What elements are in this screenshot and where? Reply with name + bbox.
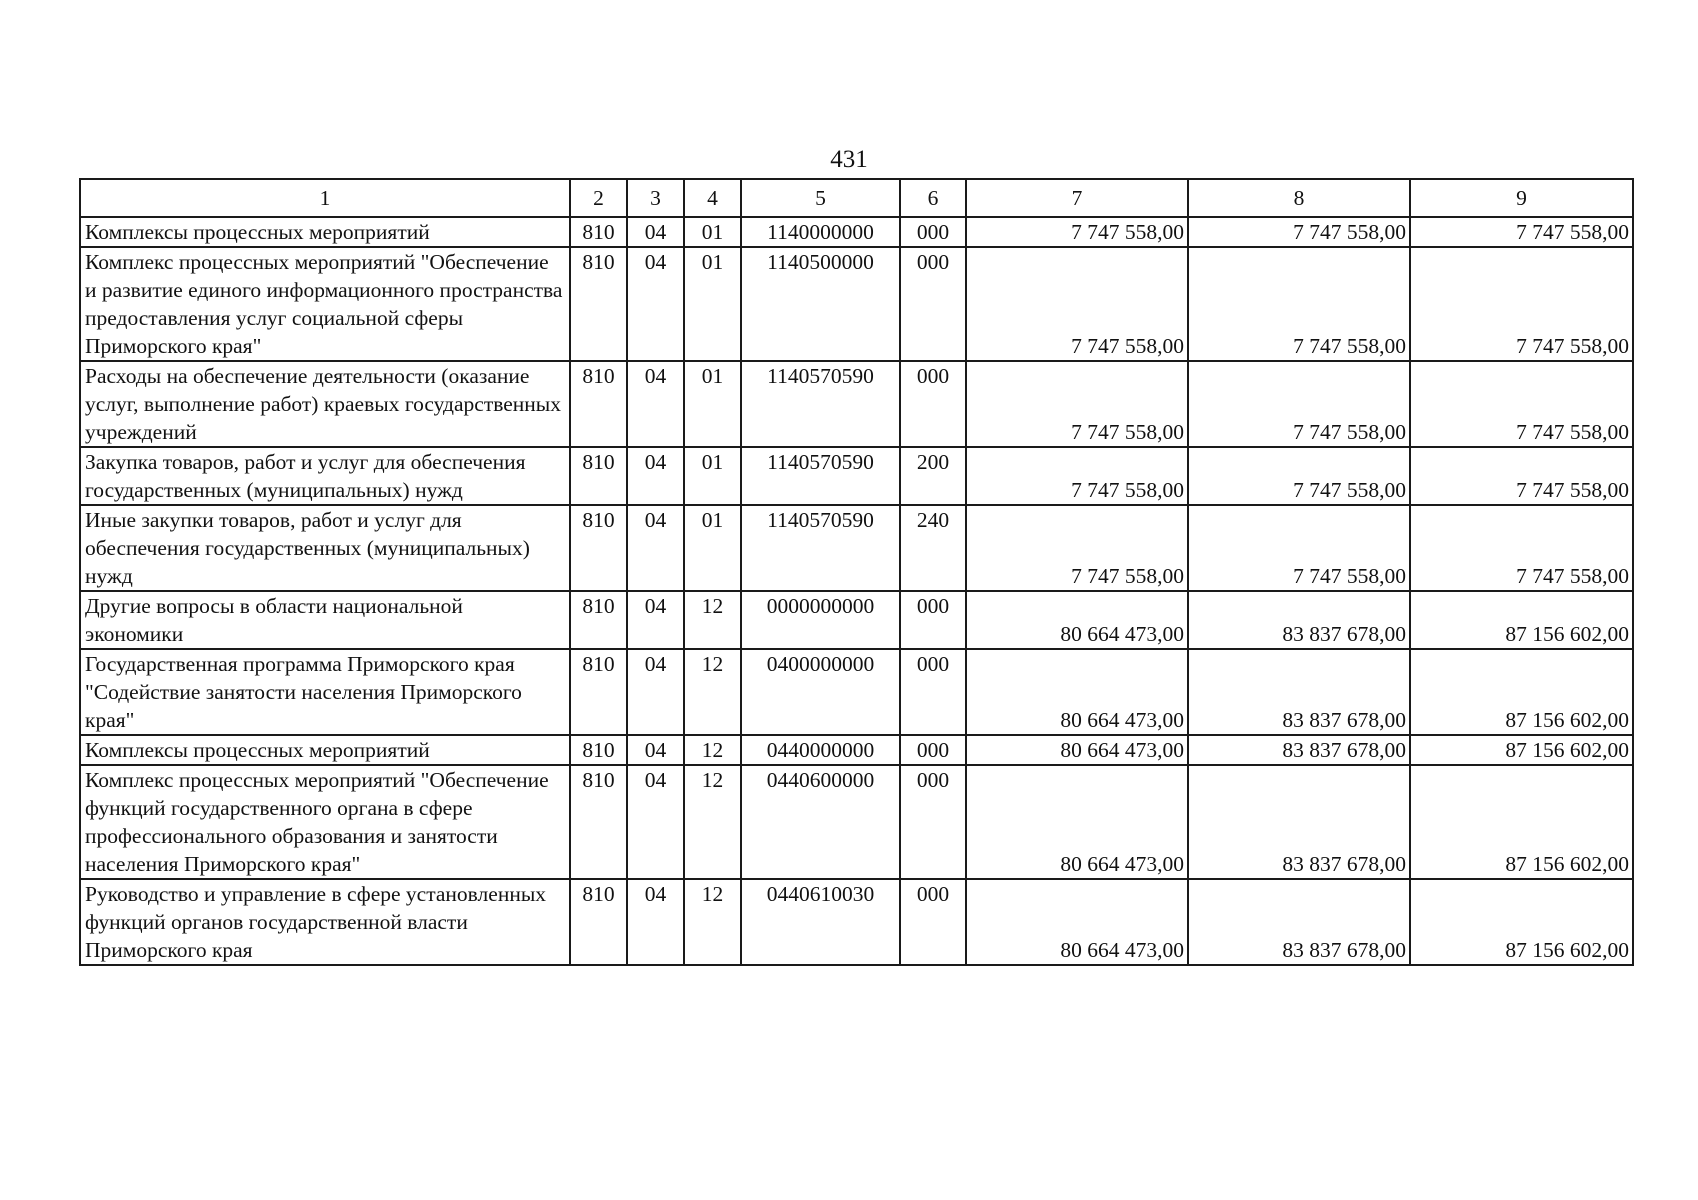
column-header: 4 [684, 179, 741, 217]
amount-cell: 7 747 558,00 [1188, 447, 1410, 505]
code-cell: 810 [570, 447, 627, 505]
item-name-cell: Комплексы процессных мероприятий [80, 217, 570, 247]
column-header: 3 [627, 179, 684, 217]
code-cell: 240 [900, 505, 966, 591]
code-cell: 1140570590 [741, 505, 900, 591]
column-header: 6 [900, 179, 966, 217]
code-cell: 01 [684, 361, 741, 447]
item-name-cell: Закупка товаров, работ и услуг для обеспечения государственных (муниципальных) нужд [80, 447, 570, 505]
amount-cell: 83 837 678,00 [1188, 735, 1410, 765]
code-cell: 0400000000 [741, 649, 900, 735]
code-cell: 810 [570, 765, 627, 879]
amount-cell: 7 747 558,00 [966, 447, 1188, 505]
code-cell: 810 [570, 505, 627, 591]
amount-cell: 7 747 558,00 [966, 247, 1188, 361]
amount-cell: 7 747 558,00 [1188, 505, 1410, 591]
amount-cell: 7 747 558,00 [1188, 247, 1410, 361]
budget-table [79, 178, 1634, 966]
code-cell: 04 [627, 217, 684, 247]
code-cell: 1140570590 [741, 447, 900, 505]
item-name-cell: Комплекс процессных мероприятий "Обеспечение и развитие единого информационного пространства предоставления услуг социальной сферы Приморского края" [80, 247, 570, 361]
amount-cell: 87 156 602,00 [1410, 591, 1633, 649]
amount-cell: 7 747 558,00 [1188, 217, 1410, 247]
code-cell: 1140570590 [741, 361, 900, 447]
amount-cell: 7 747 558,00 [1410, 361, 1633, 447]
amount-cell: 83 837 678,00 [1188, 591, 1410, 649]
code-cell: 000 [900, 735, 966, 765]
code-cell: 12 [684, 591, 741, 649]
code-cell: 810 [570, 735, 627, 765]
code-cell: 810 [570, 361, 627, 447]
item-name-cell: Государственная программа Приморского края "Содействие занятости населения Приморского края" [80, 649, 570, 735]
code-cell: 810 [570, 649, 627, 735]
code-cell: 810 [570, 879, 627, 965]
amount-cell: 7 747 558,00 [1188, 361, 1410, 447]
table-row [80, 447, 1633, 505]
column-header: 9 [1410, 179, 1633, 217]
item-name-cell: Другие вопросы в области национальной экономики [80, 591, 570, 649]
code-cell: 000 [900, 591, 966, 649]
code-cell: 000 [900, 649, 966, 735]
code-cell: 12 [684, 765, 741, 879]
page-number: 431 [830, 146, 868, 173]
table-row [80, 217, 1633, 247]
code-cell: 810 [570, 217, 627, 247]
code-cell: 04 [627, 361, 684, 447]
table-row [80, 591, 1633, 649]
amount-cell: 7 747 558,00 [1410, 447, 1633, 505]
code-cell: 12 [684, 649, 741, 735]
code-cell: 1140500000 [741, 247, 900, 361]
amount-cell: 83 837 678,00 [1188, 765, 1410, 879]
code-cell: 01 [684, 247, 741, 361]
table-row [80, 505, 1633, 591]
code-cell: 200 [900, 447, 966, 505]
code-cell: 000 [900, 879, 966, 965]
code-cell: 04 [627, 649, 684, 735]
amount-cell: 80 664 473,00 [966, 765, 1188, 879]
amount-cell: 7 747 558,00 [1410, 505, 1633, 591]
amount-cell: 87 156 602,00 [1410, 735, 1633, 765]
code-cell: 810 [570, 591, 627, 649]
code-cell: 000 [900, 361, 966, 447]
code-cell: 0440610030 [741, 879, 900, 965]
column-header: 2 [570, 179, 627, 217]
code-cell: 000 [900, 247, 966, 361]
table-row [80, 735, 1633, 765]
code-cell: 000 [900, 217, 966, 247]
amount-cell: 87 156 602,00 [1410, 765, 1633, 879]
table-header [80, 179, 1633, 217]
column-header: 8 [1188, 179, 1410, 217]
code-cell: 04 [627, 879, 684, 965]
code-cell: 12 [684, 879, 741, 965]
code-cell: 12 [684, 735, 741, 765]
amount-cell: 7 747 558,00 [966, 217, 1188, 247]
code-cell: 04 [627, 591, 684, 649]
item-name-cell: Иные закупки товаров, работ и услуг для обеспечения государственных (муниципальных) нужд [80, 505, 570, 591]
amount-cell: 7 747 558,00 [966, 505, 1188, 591]
table-row [80, 247, 1633, 361]
code-cell: 0000000000 [741, 591, 900, 649]
column-header: 5 [741, 179, 900, 217]
amount-cell: 7 747 558,00 [1410, 217, 1633, 247]
table-row [80, 649, 1633, 735]
item-name-cell: Руководство и управление в сфере установленных функций органов государственной власти Приморского края [80, 879, 570, 965]
table-row [80, 361, 1633, 447]
amount-cell: 80 664 473,00 [966, 591, 1188, 649]
code-cell: 1140000000 [741, 217, 900, 247]
code-cell: 04 [627, 765, 684, 879]
code-cell: 0440600000 [741, 765, 900, 879]
code-cell: 04 [627, 505, 684, 591]
amount-cell: 7 747 558,00 [1410, 247, 1633, 361]
column-header: 7 [966, 179, 1188, 217]
amount-cell: 80 664 473,00 [966, 735, 1188, 765]
amount-cell: 83 837 678,00 [1188, 649, 1410, 735]
amount-cell: 87 156 602,00 [1410, 879, 1633, 965]
code-cell: 01 [684, 505, 741, 591]
item-name-cell: Комплексы процессных мероприятий [80, 735, 570, 765]
table-body [80, 217, 1633, 965]
table-row [80, 765, 1633, 879]
code-cell: 01 [684, 217, 741, 247]
amount-cell: 80 664 473,00 [966, 879, 1188, 965]
code-cell: 04 [627, 735, 684, 765]
code-cell: 0440000000 [741, 735, 900, 765]
column-header: 1 [80, 179, 570, 217]
table-row [80, 879, 1633, 965]
code-cell: 04 [627, 247, 684, 361]
amount-cell: 7 747 558,00 [966, 361, 1188, 447]
code-cell: 810 [570, 247, 627, 361]
amount-cell: 83 837 678,00 [1188, 879, 1410, 965]
header-row [80, 179, 1633, 217]
amount-cell: 87 156 602,00 [1410, 649, 1633, 735]
code-cell: 000 [900, 765, 966, 879]
item-name-cell: Расходы на обеспечение деятельности (оказание услуг, выполнение работ) краевых государственных учреждений [80, 361, 570, 447]
amount-cell: 80 664 473,00 [966, 649, 1188, 735]
code-cell: 04 [627, 447, 684, 505]
code-cell: 01 [684, 447, 741, 505]
item-name-cell: Комплекс процессных мероприятий "Обеспечение функций государственного органа в сфере профессионального образования и занятости населения Приморского края" [80, 765, 570, 879]
